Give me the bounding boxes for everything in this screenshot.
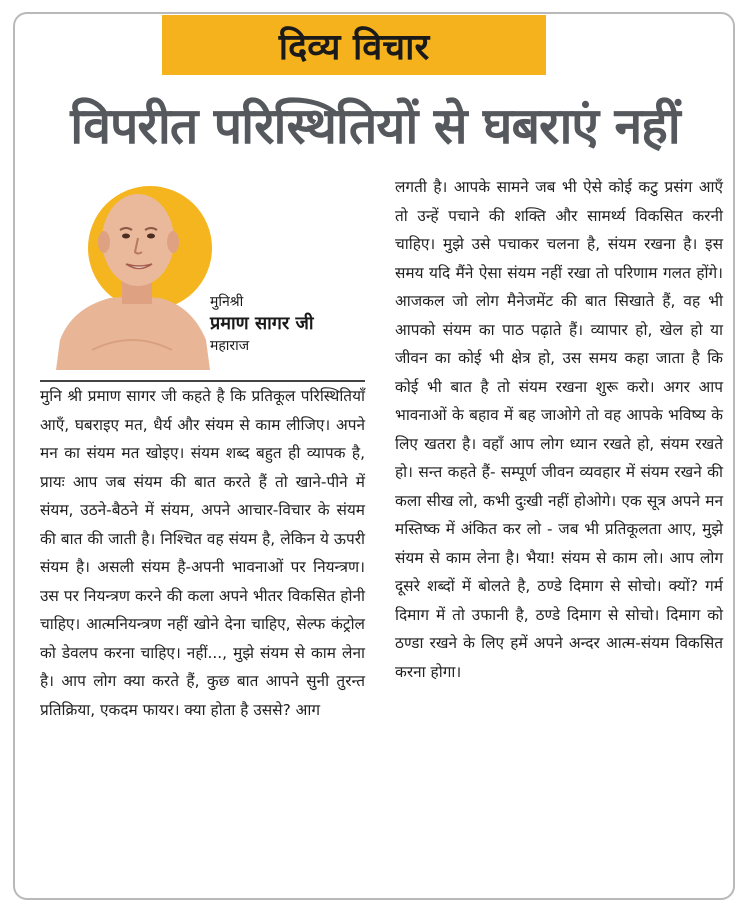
headline: विपरीत परिस्थितियों से घबराएं नहीं: [70, 97, 680, 155]
body-paragraph-1: मुनि श्री प्रमाण सागर जी कहते है कि प्रतिकूल परिस्थितियाँ आएँ, घबराइए मत, धैर्य और संयम से काम लीजिए। अपने मन का संयम मत खोइए। संयम शब्द बहुत ही व्यापक है, प्रायः आप जब संयम की बात करते हैं तो खाने-पीने में संयम, उठने-बैठने में संयम, अपने आचार-विचार के संयम की बात की जाती है। निश्चित वह संयम है, लेकिन ये ऊपरी संयम है। असली संयम है-अपनी भावनाओं पर नियन्त्रण। उस पर नियन्त्रण करने की कला अपने भीतर विकसित होनी चाहिए। आत्मनियन्त्रण नहीं खोने देना चाहिए, सेल्फ कंट्रोल को डेवलप करना चाहिए। नहीं..., मुझे संयम से काम लेना है। आप लोग क्या करते हैं, कुछ बात आपने सुनी तुरन्त प्रतिक्रिया, एकदम फायर। क्या होता है उससे? आग: [40, 387, 365, 719]
author-suffix: महाराज: [210, 338, 250, 354]
portrait-ear-right: [167, 231, 179, 253]
body-column-2: [395, 173, 723, 686]
author-photo: [52, 180, 212, 370]
portrait-body: [56, 296, 210, 370]
author-name: प्रमाण सागर जी: [210, 313, 314, 334]
body-column-1: [40, 382, 365, 724]
author-caption: [210, 292, 360, 356]
author-portrait-image: [52, 180, 212, 370]
column-label-banner: [162, 15, 546, 75]
column-label: दिव्य विचार: [278, 26, 430, 68]
body-paragraph-2: लगती है। आपके सामने जब भी ऐसे कोई कटु प्रसंग आएँ तो उन्हें पचाने की शक्ति और सामर्थ्य विकसित करनी चाहिए। मुझे उसे पचाकर चलना है, संयम रखना है। इस समय यदि मैंने ऐसा संयम नहीं रखा तो परिणाम गलत होंगे। आजकल जो लोग मैनेजमेंट की बात सिखाते हैं, वह भी आपको संयम का पाठ पढ़ाते हैं। व्यापार हो, खेल हो या जीवन का कोई भी क्षेत्र हो, उस समय कहा जाता है कि कोई भी बात है तो संयम रखना शुरू करो। अगर आप भावनाओं के बहाव में बह जाओगे तो वह आपके भविष्य के लिए खतरा है। वहाँ आप लोग ध्यान रखते हो, संयम रखते हो। सन्त कहते हैं- सम्पूर्ण जीवन व्यवहार में संयम रखने की कला सीख लो, कभी दुःखी नहीं होओगे। एक सूत्र अपने मन मस्तिष्क में अंकित कर लो - जब भी प्रतिकूलता आए, मुझे संयम से काम लेना है। भैया! संयम से काम लो। आप लोग दूसरे शब्दों में बोलते है, ठण्डे दिमाग से सोचो। क्यों? गर्म दिमाग में तो उफानी है, ठण्डे दिमाग से सोचो। दिमाग को ठण्डा रखने के लिए हमें अपने अन्दर आत्म-संयम विकसित करना होगा।: [395, 178, 723, 681]
author-prefix: मुनिश्री: [210, 294, 244, 310]
portrait-ear-left: [98, 231, 110, 253]
